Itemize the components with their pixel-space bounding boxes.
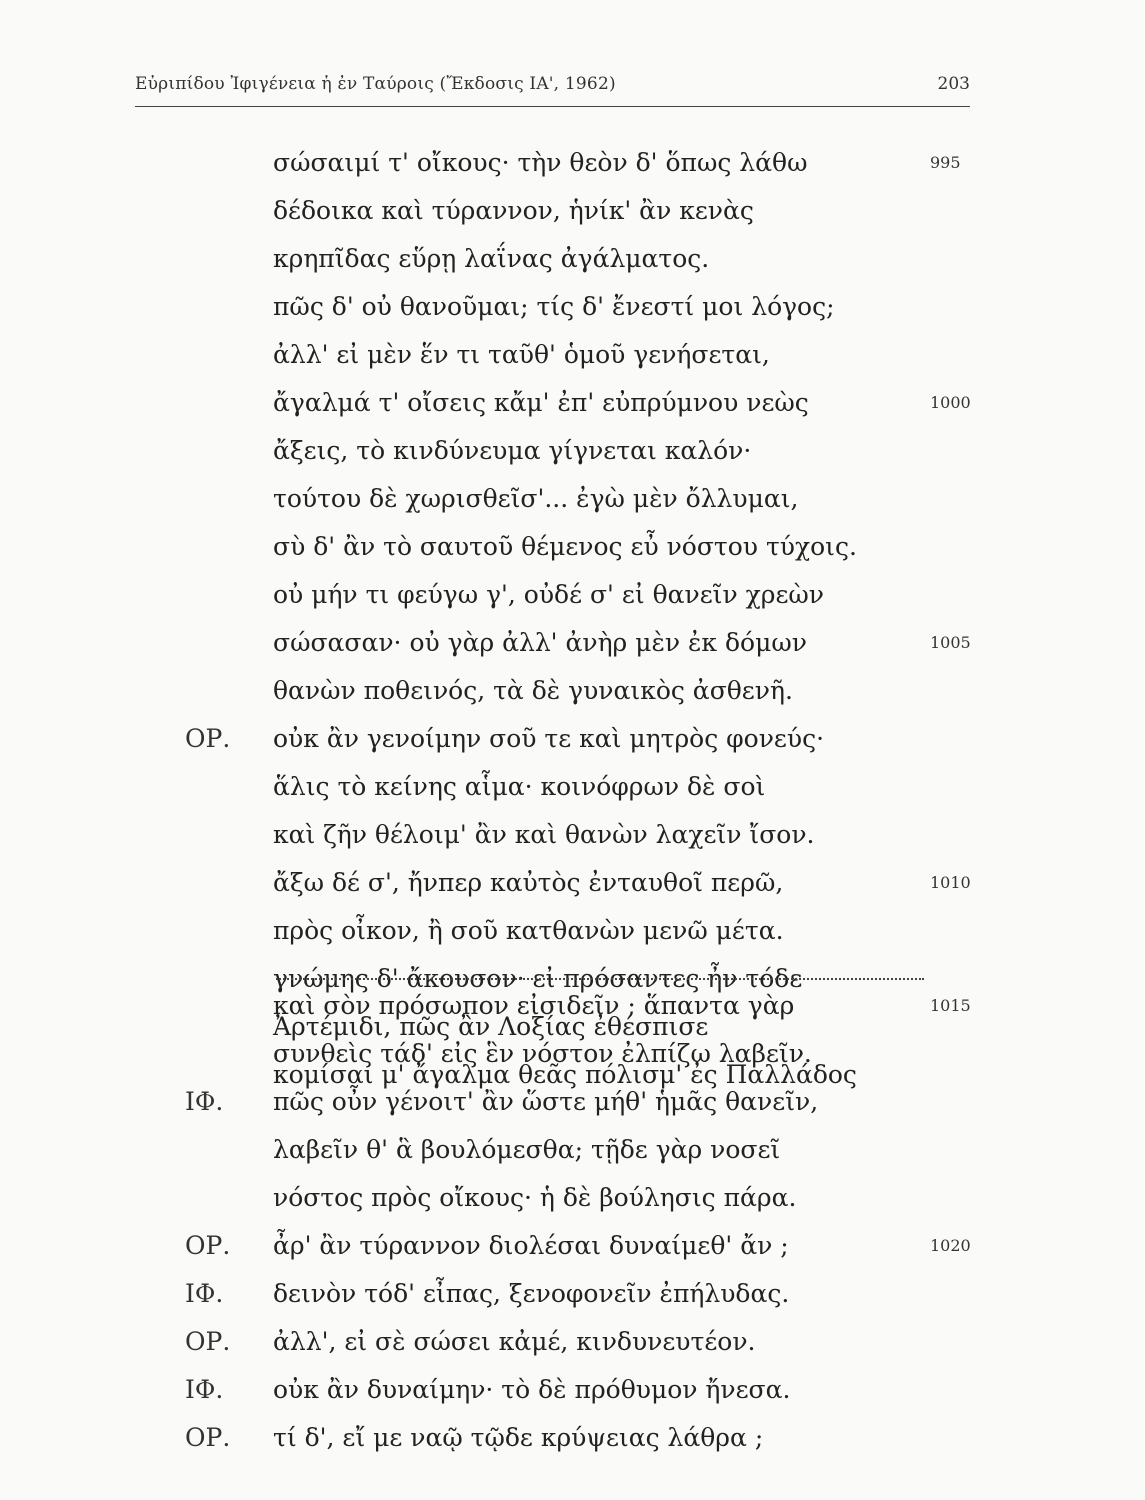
verse-text: Ἀρτέμιδι, πῶς ἂν Λοξίας ἐθέσπισε [273,1012,709,1041]
verse-text: οὐκ ἂν δυναίμην· τὸ δὲ πρόθυμον ἤνεσα. [273,1375,791,1404]
verse-text: κρηπῖδας εὕρῃ λαΐνας ἀγάλματος. [273,244,710,273]
line-number: 995 [930,153,961,172]
speaker-label: ΟΡ. [185,1327,231,1356]
verse-text: καὶ σὸν πρόσωπον εἰσιδεῖν ; ἅπαντα γὰρ [273,991,795,1020]
lacuna-dotted-line [276,958,924,980]
line-number: 1020 [930,1236,971,1255]
verse-text: καὶ ζῆν θέλοιμ' ἂν καὶ θανὼν λαχεῖν ἴσον. [273,820,815,849]
speaker-label: ΟΡ. [185,724,231,753]
verse-text: σώσαιμί τ' οἴκους· τὴν θεὸν δ' ὅπως λάθω [273,148,808,177]
speaker-label: ΙΦ. [185,1279,224,1308]
line-number: 1005 [930,633,971,652]
verse-text: ἀλλ' εἰ μὲν ἕν τι ταῦθ' ὁμοῦ γενήσεται, [273,340,770,369]
verse-text: ἀλλ', εἰ σὲ σώσει κἀμέ, κινδυνευτέον. [273,1327,756,1356]
verse-text: οὐ μήν τι φεύγω γ', οὐδέ σ' εἰ θανεῖν χρεὼν [273,580,824,609]
speaker-label: ΙΦ. [185,1087,224,1116]
verse-text: δεινὸν τόδ' εἶπας, ξενοφονεῖν ἐπήλυδας. [273,1279,790,1308]
verse-text: σὺ δ' ἂν τὸ σαυτοῦ θέμενος εὖ νόστου τύχοις. [273,532,857,561]
verse-text: συνθεὶς τάδ' εἰς ἓν νόστον ἐλπίζω λαβεῖν. [273,1039,812,1068]
line-number: 1000 [930,393,971,412]
verse-text: πῶς δ' οὐ θανοῦμαι; τίς δ' ἔνεστί μοι λόγος; [273,292,835,321]
verse-text: σώσασαν· οὐ γὰρ ἀλλ' ἀνὴρ μὲν ἐκ δόμων [273,628,807,657]
speaker-label: ΙΦ. [185,1375,224,1404]
verse-text: πῶς οὖν γένοιτ' ἂν ὥστε μήθ' ἡμᾶς θανεῖν, [273,1087,819,1116]
page-number: 203 [937,74,970,94]
running-head: Εὐριπίδου Ἰφιγένεια ἡ ἐν Ταύροις (Ἔκδοσις ΙΑ', 1962) [135,74,616,94]
verse-text: τούτου δὲ χωρισθεῖσ'... ἐγὼ μὲν ὄλλυμαι, [273,484,799,513]
verse-text: γνώμης δ' ἄκουσον· εἰ πρόσαντες ἦν τόδε [273,964,803,993]
speaker-label: ΟΡ. [185,1423,231,1452]
verse-text: ἅλις τὸ κείνης αἷμα· κοινόφρων δὲ σοὶ [273,772,766,801]
verse-text: οὐκ ἂν γενοίμην σοῦ τε καὶ μητρὸς φονεύς· [273,724,825,753]
speaker-label: ΟΡ. [185,1231,231,1260]
verse-text: πρὸς οἶκον, ἢ σοῦ κατθανὼν μενῶ μέτα. [273,916,784,945]
verse-text: θανὼν ποθεινός, τὰ δὲ γυναικὸς ἀσθενῆ. [273,676,793,705]
verse-text: ἄγαλμά τ' οἴσεις κἄμ' ἐπ' εὐπρύμνου νεὼς [273,388,809,417]
verse-text: λαβεῖν θ' ἃ βουλόμεσθα; τῇδε γὰρ νοσεῖ [273,1135,781,1164]
verse-text: ἄξω δέ σ', ἤνπερ καὐτὸς ἐνταυθοῖ περῶ, [273,868,784,897]
verse-text: τί δ', εἴ με ναῷ τῷδε κρύψειας λάθρα ; [273,1423,764,1452]
verse-text: νόστος πρὸς οἴκους· ἡ δὲ βούλησις πάρα. [273,1183,797,1212]
verse-text: ἆρ' ἂν τύραννον διολέσαι δυναίμεθ' ἄν ; [273,1231,789,1260]
verse-text: ἄξεις, τὸ κινδύνευμα γίγνεται καλόν· [273,436,752,465]
verse-text: δέδοικα καὶ τύραννον, ἡνίκ' ἂν κενὰς [273,196,754,225]
verse-text: κομίσαι μ' ἄγαλμα θεᾶς πόλισμ' ἐς Παλλάδος [273,1060,857,1089]
line-number: 1015 [930,996,971,1015]
line-number: 1010 [930,873,971,892]
